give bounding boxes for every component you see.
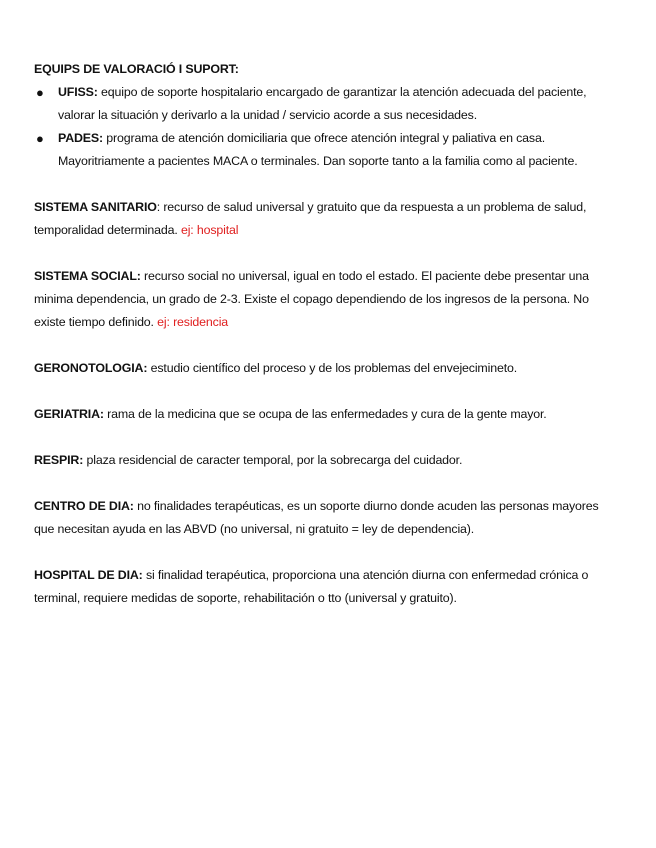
list-item-pades: [34, 127, 620, 173]
term-label: GERONOTOLOGIA:: [34, 361, 148, 375]
definition-text: recurso social no universal, igual en todo el estado. El paciente debe presentar una minima dependencia, un grado de 2-3. Existe el copago dependiendo de los ingresos de la persona. No existe tiempo definido.: [34, 269, 589, 329]
entry-geronotologia: [34, 357, 620, 380]
definition-text: : recurso de salud universal y gratuito que da respuesta a un problema de salud, temporalidad determinada.: [34, 200, 587, 237]
entry-sistema-sanitario: [34, 196, 620, 242]
support-teams-list: [34, 81, 620, 173]
example-text: ej: residencia: [157, 315, 229, 329]
definition-text: plaza residencial de caracter temporal, por la sobrecarga del cuidador.: [83, 453, 463, 467]
entry-geriatria: [34, 403, 620, 426]
definition-text: equipo de soporte hospitalario encargado de garantizar la atención adecuada del paciente, valorar la situación y derivarlo a la unidad / servicio acorde a sus necesidades.: [58, 85, 587, 122]
document-page: [34, 58, 620, 610]
term-label: GERIATRIA:: [34, 407, 104, 421]
entry-centro-de-dia: [34, 495, 620, 541]
term-label: RESPIR:: [34, 453, 84, 467]
term-label: PADES:: [58, 131, 103, 145]
term-label: CENTRO DE DIA:: [34, 499, 134, 513]
entry-respir: [34, 449, 620, 472]
definition-text: si finalidad terapéutica, proporciona una atención diurna con enfermedad crónica o terminal, requiere medidas de soporte, rehabilitación o tto (universal y gratuito).: [34, 568, 589, 605]
definition-text: no finalidades terapéuticas, es un soporte diurno donde acuden las personas mayores que necesitan ayuda en las ABVD (no universal, ni gratuito = ley de dependencia).: [34, 499, 599, 536]
term-label: SISTEMA SOCIAL:: [34, 269, 141, 283]
term-label: HOSPITAL DE DIA:: [34, 568, 143, 582]
term-label: UFISS:: [58, 85, 98, 99]
definition-text: programa de atención domiciliaria que ofrece atención integral y paliativa en casa. Mayoritriamente a pacientes MACA o terminales. Dan soporte tanto a la familia como al paciente.: [58, 131, 578, 168]
entry-hospital-de-dia: [34, 564, 620, 610]
list-item-ufiss: [34, 81, 620, 127]
section-title: EQUIPS DE VALORACIÓ I SUPORT:: [34, 62, 239, 76]
bullet-icon: ●: [36, 131, 44, 146]
bullet-icon: ●: [36, 85, 44, 100]
definition-text: estudio científico del proceso y de los problemas del envejecimineto.: [147, 361, 518, 375]
example-text: ej: hospital: [180, 223, 239, 237]
definition-text: rama de la medicina que se ocupa de las enfermedades y cura de la gente mayor.: [103, 407, 547, 421]
entry-sistema-social: [34, 265, 620, 334]
term-label: SISTEMA SANITARIO: [34, 200, 157, 214]
